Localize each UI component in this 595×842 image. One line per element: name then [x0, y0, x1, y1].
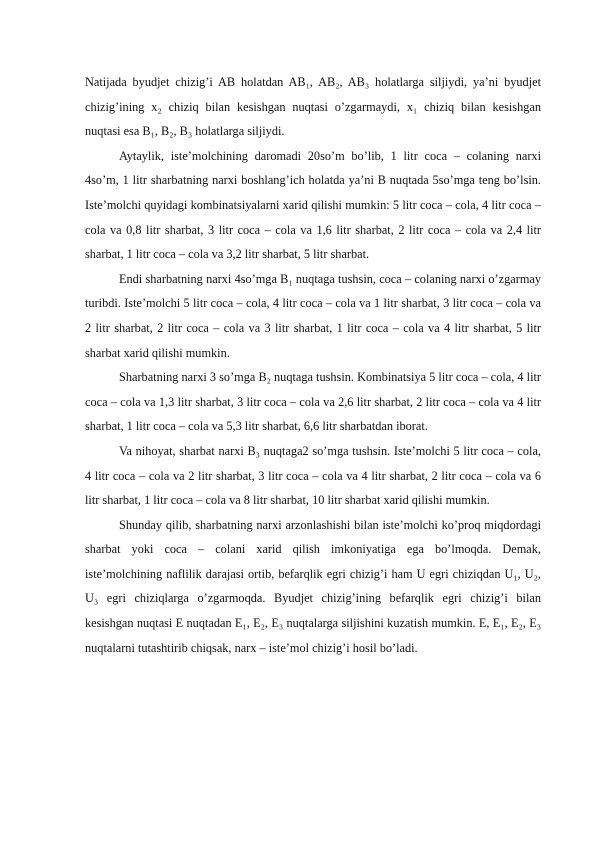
- paragraph-price-b1: Endi sharbatning narxi 4so’mga B₁ nuqtaga tushsin, coca – colaning narxi o’zgarmay turibdi. Iste’molchi 5 litr coca – cola, 4 litr coca – cola va 1 litr sharbat, 3 litr coca – cola va 2 litr sharbat, 2 litr coca – cola va 3 litr sharbat, 1 litr coca – cola va 4 litr sharbat, 5 litr sharbat xarid qilishi mumkin.: [85, 271, 541, 360]
- paragraph-income-example: Aytaylik, iste’molchining daromadi 20so’m bo’lib, 1 litr coca – colaning narxi 4so’m, 1 litr sharbatning narxi boshlang’ich holatda ya’ni B nuqtada 5so’mga teng bo’lsin. Iste’molchi quyidagi kombinatsiyalarni xarid qilishi mumkin: 5 litr coca – cola, 4 litr coca – cola va 0,8 litr sharbat, 3 litr coca – cola va 1,6 litr sharbat, 2 litr coca – cola va 2,4 litr sharbat, 1 litr coca – cola va 3,2 litr sharbat, 5 litr sharbat.: [85, 148, 541, 262]
- paragraph-budget-line-shift: Natijada byudjet chizig’i AB holatdan AB₁, AB₂, AB₃ holatlarga siljiydi, ya’ni byudjet chizig’ining x₂ chiziq bilan kesishgan nuqtasi o’zgarmaydi, x₁ chiziq bilan kesishgan nuqtasi esa B₁, B₂, B₃ holatlarga siljiydi.: [85, 75, 541, 139]
- paragraph-conclusion: Shunday qilib, sharbatning narxi arzonlashishi bilan iste’molchi ko’proq miqdordagi sharbat yoki coca – colani xarid qilish imkoniyatiga ega bo’lmoqda. Demak, iste’molchining naflilik darajasi ortib, befarqlik egri chizig’i ham U egri chiziqdan U₁, U₂, U₃ egri chiziqlarga o’zgarmoqda. Byudjet chizig’ining befarqlik egri chizig’i bilan kesishgan nuqtasi E nuqtadan E₁, E₂, E₃ nuqtalarga siljishini kuzatish mumkin. E, E₁, E₂, E₃ nuqtalarni tutashtirib chiqsak, narx – iste’mol chizig’i hosil bo’ladi.: [85, 517, 541, 655]
- paragraph-price-b3: Va nihoyat, sharbat narxi B₃ nuqtaga2 so’mga tushsin. Iste’molchi 5 litr coca – cola, 4 litr coca – cola va 2 litr sharbat, 3 litr coca – cola va 4 litr sharbat, 2 litr coca – cola va 6 litr sharbat, 1 litr coca – cola va 8 litr sharbat, 10 litr sharbat xarid qilishi mumkin.: [85, 443, 541, 508]
- document-page: [85, 70, 541, 660]
- paragraph-price-b2: Sharbatning narxi 3 so’mga B₂ nuqtaga tushsin. Kombinatsiya 5 litr coca – cola, 4 litr coca – cola va 1,3 litr sharbat, 3 litr coca – cola va 2,6 litr sharbat, 2 litr coca – cola va 4 litr sharbat, 1 litr coca – cola va 5,3 litr sharbat, 6,6 litr sharbatdan iborat.: [85, 370, 541, 434]
